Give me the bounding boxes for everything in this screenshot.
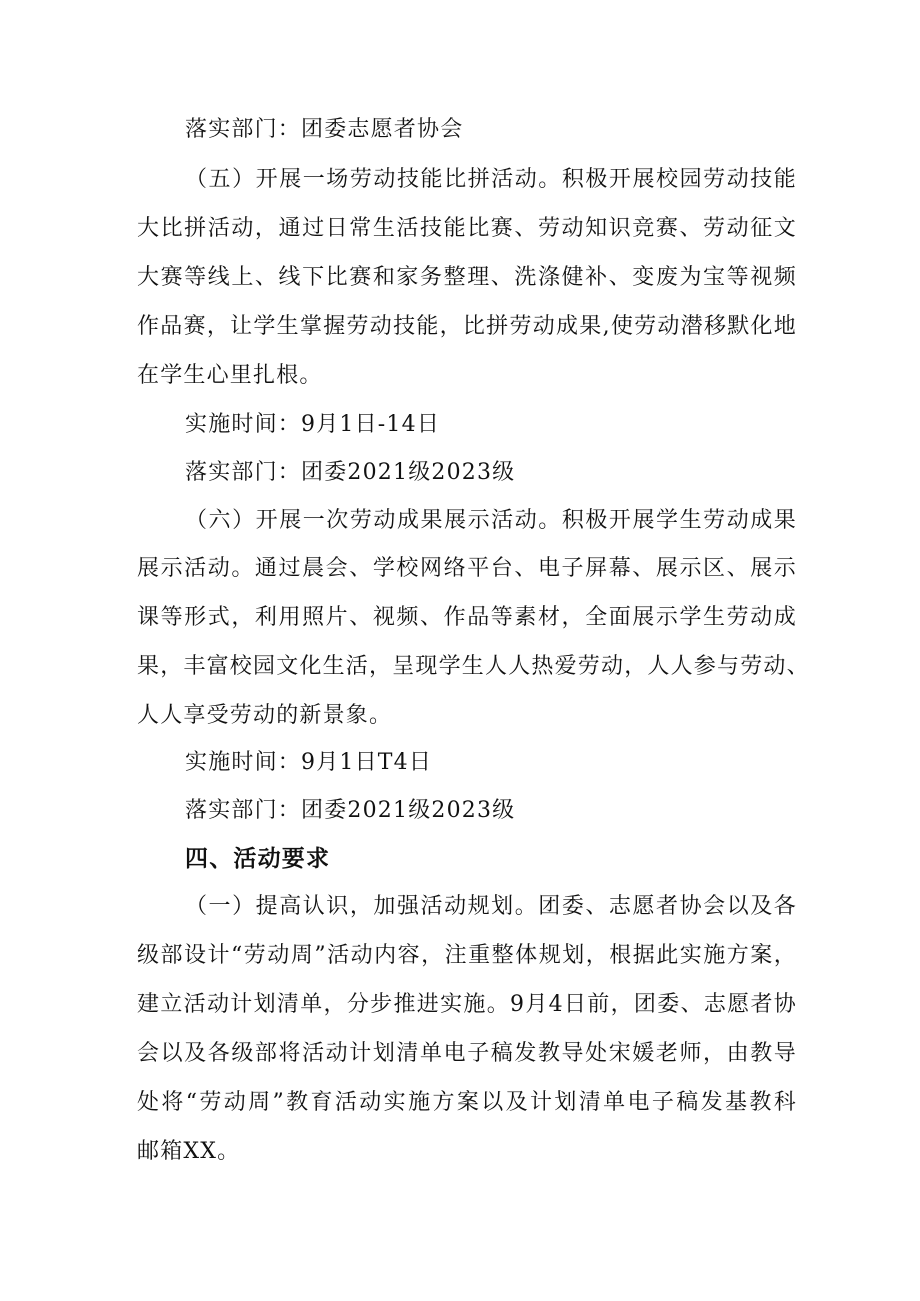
paragraph-5-line-2: 大比拼活动，通过日常生活技能比赛、劳动知识竞赛、劳动征文 xyxy=(137,216,797,241)
paragraph-5-line-5: 在学生心里扎根。 xyxy=(137,363,323,388)
paragraph-5-line-4: 作品赛，让学生掌握劳动技能，比拼劳动成果,使劳动潜移默化地 xyxy=(137,314,797,339)
department-line-6: 落实部门：团委2021级2023级 xyxy=(185,798,516,823)
schedule-line-5: 实施时间：9月1日-14日 xyxy=(185,412,441,437)
requirement-1-line-4: 会以及各级部将活动计划清单电子稿发教导处宋媛老师，由教导 xyxy=(137,1041,797,1066)
requirement-1-line-5: 处将“劳动周”教育活动实施方案以及计划清单电子稿发基教科 xyxy=(137,1090,797,1115)
paragraph-6-line-5: 人人享受劳动的新景象。 xyxy=(137,703,393,728)
requirement-1-line-3: 建立活动计划清单，分步推进实施。9月4日前，团委、志愿者协 xyxy=(137,992,797,1017)
requirement-1-line-6: 邮箱XX。 xyxy=(137,1139,241,1164)
paragraph-6-line-2: 展示活动。通过晨会、学校网络平台、电子屏幕、展示区、展示 xyxy=(137,556,797,581)
paragraph-6-line-1: （六）开展一次劳动成果展示活动。积极开展学生劳动成果 xyxy=(185,508,797,533)
department-line-5: 落实部门：团委2021级2023级 xyxy=(185,460,516,485)
section-heading-requirements: 四、活动要求 xyxy=(185,846,331,872)
paragraph-5-line-1: （五）开展一场劳动技能比拼活动。积极开展校园劳动技能 xyxy=(185,167,797,192)
schedule-line-6: 实施时间：9月1日T4日 xyxy=(185,750,433,775)
requirement-1-line-1: （一）提高认识，加强活动规划。团委、志愿者协会以及各 xyxy=(185,894,797,919)
requirement-1-line-2: 级部设计“劳动周”活动内容，注重整体规划，根据此实施方案， xyxy=(137,943,797,968)
paragraph-6-line-3: 课等形式，利用照片、视频、作品等素材，全面展示学生劳动成 xyxy=(137,605,797,630)
paragraph-5-line-3: 大赛等线上、线下比赛和家务整理、洗涤健补、变废为宝等视频 xyxy=(137,265,797,290)
department-line-1: 落实部门：团委志愿者协会 xyxy=(185,117,464,142)
paragraph-6-line-4: 果，丰富校园文化生活，呈现学生人人热爱劳动，人人参与劳动、 xyxy=(137,654,810,679)
